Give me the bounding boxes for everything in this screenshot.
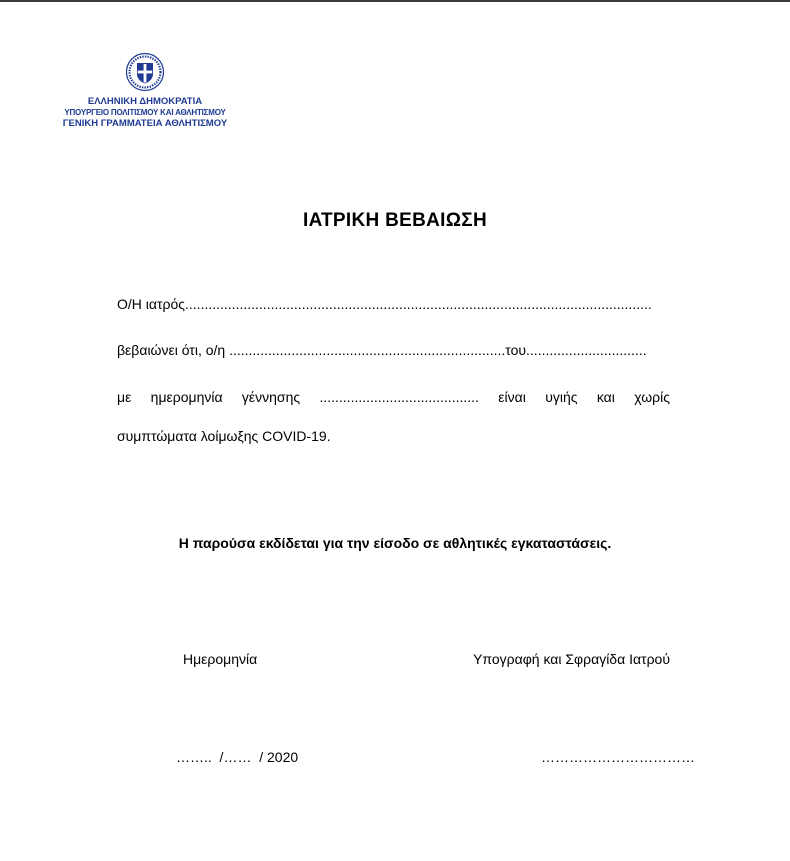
date-field: …….. /…… / 2020 <box>176 749 299 765</box>
header-secretariat: ΓΕΝΙΚΗ ΓΡΑΜΜΑΤΕΙΑ ΑΘΛΗΤΙΣΜΟΥ <box>62 118 228 129</box>
ministry-header <box>60 52 230 129</box>
signature-field: …………………………… <box>541 749 695 765</box>
header-country: ΕΛΛΗΝΙΚΗ ΔΗΜΟΚΡΑΤΙΑ <box>87 96 203 107</box>
birthdate-word: και <box>596 389 615 405</box>
date-label: Ημερομηνία <box>183 651 258 667</box>
page-top-border <box>0 0 790 2</box>
signature-label: Υπογραφή και Σφραγίδα Ιατρού <box>473 651 670 667</box>
symptoms-line: συμπτώματα λοίμωξης COVID-19. <box>117 428 331 444</box>
birthdate-word: υγιής <box>545 389 578 405</box>
birthdate-word: ημερομηνία <box>150 389 223 405</box>
document-title: ΙΑΤΡΙΚΗ ΒΕΒΑΙΩΣΗ <box>303 210 487 231</box>
birthdate-word: χωρίς <box>634 389 670 405</box>
header-ministry: ΥΠΟΥΡΓΕΙΟ ΠΟΛΙΤΙΣΜΟΥ ΚΑΙ ΑΘΛΗΤΙΣΜΟΥ <box>64 108 226 117</box>
birthdate-word: με <box>117 389 132 405</box>
birthdate-word: γέννησης <box>241 389 301 405</box>
birthdate-line <box>117 389 670 405</box>
purpose-notice: Η παρούσα εκδίδεται για την είσοδο σε αθλητικές εγκαταστάσεις. <box>178 535 612 551</box>
birthdate-word: είναι <box>498 389 526 405</box>
patient-name-line: βεβαιώνει ότι, ο/η .......................................................................του............................... <box>117 342 647 358</box>
greek-coat-of-arms-icon <box>125 52 165 92</box>
birthdate-blank: ......................................... <box>319 389 479 405</box>
doctor-name-line: Ο/Η ιατρός........................................................................................................................ <box>117 296 652 312</box>
